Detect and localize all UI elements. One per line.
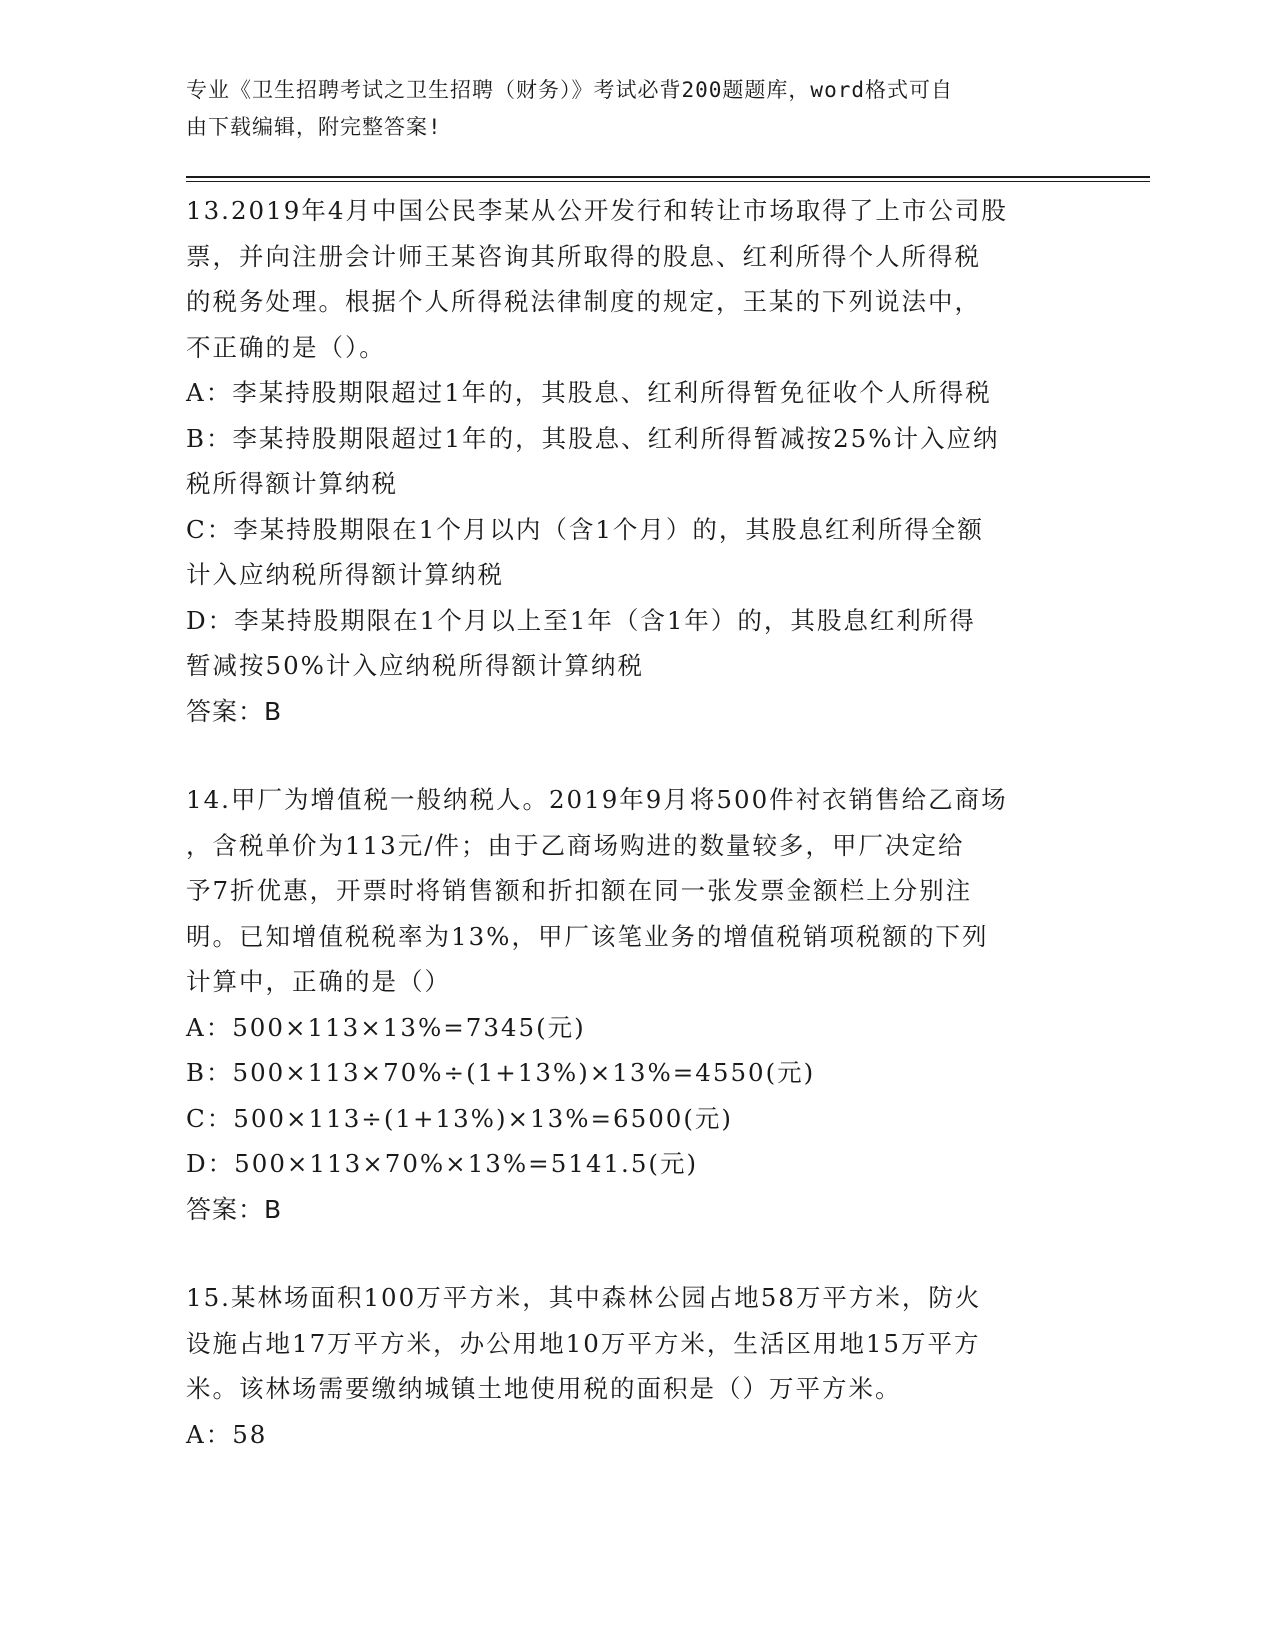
option-b-continued: 税所得额计算纳税 <box>186 469 398 498</box>
question-14 <box>186 777 1086 1232</box>
question-stem-line: 不正确的是（）。 <box>186 332 386 362</box>
spacer <box>186 1232 1086 1275</box>
question-stem-line: 票，并向注册会计师王某咨询其所取得的股息、红利所得个人所得税 <box>186 241 981 271</box>
question-13 <box>186 188 1086 734</box>
question-stem-line: 15.某林场面积100万平方米，其中森林公园占地58万平方米，防火 <box>186 1283 982 1312</box>
document-header <box>186 72 1066 146</box>
question-stem-line: ，含税单价为113元/件；由于乙商场购进的数量较多，甲厂决定给 <box>186 830 965 860</box>
question-15 <box>186 1275 1086 1457</box>
option-d: D：李某持股期限在1个月以上至1年（含1年）的，其股息红利所得 <box>186 605 976 635</box>
question-stem-line: 米。该林场需要缴纳城镇土地使用税的面积是（）万平方米。 <box>186 1374 902 1403</box>
header-line-2: 由下载编辑，附完整答案! <box>186 115 442 139</box>
header-line-1: 专业《卫生招聘考试之卫生招聘（财务）》考试必背200题题库，word格式可自 <box>186 78 953 102</box>
option-a: A：58 <box>186 1419 268 1449</box>
option-d: D：500×113×70%×13%=5141.5(元) <box>186 1149 699 1178</box>
answer: 答案：B <box>186 1194 283 1224</box>
question-stem-line: 13.2019年4月中国公民李某从公开发行和转让市场取得了上市公司股 <box>186 196 1008 225</box>
header-divider-thick <box>186 176 1150 178</box>
option-c: C：李某持股期限在1个月以内（含1个月）的，其股息红利所得全额 <box>186 514 984 544</box>
question-stem-line: 明。已知增值税税率为13%，甲厂该笔业务的增值税销项税额的下列 <box>186 921 989 951</box>
question-stem-line: 予7折优惠，开票时将销售额和折扣额在同一张发票金额栏上分别注 <box>186 876 973 905</box>
option-a: A：李某持股期限超过1年的，其股息、红利所得暂免征收个人所得税 <box>186 378 992 407</box>
question-stem-line: 计算中，正确的是（） <box>186 967 451 996</box>
question-list <box>186 188 1086 1457</box>
question-stem-line: 设施占地17万平方米，办公用地10万平方米，生活区用地15万平方 <box>186 1328 981 1358</box>
question-stem-line: 的税务处理。根据个人所得税法律制度的规定，王某的下列说法中， <box>186 287 981 316</box>
question-stem-line: 14.甲厂为增值税一般纳税人。2019年9月将500件衬衣销售给乙商场 <box>186 785 1008 814</box>
option-b: B：500×113×70%÷(1+13%)×13%=4550(元) <box>186 1058 816 1087</box>
option-c-continued: 计入应纳税所得额计算纳税 <box>186 560 504 589</box>
option-a: A：500×113×13%=7345(元) <box>186 1012 586 1042</box>
option-b: B：李某持股期限超过1年的，其股息、红利所得暂减按25%计入应纳 <box>186 423 1000 453</box>
spacer <box>186 734 1086 777</box>
option-c: C：500×113÷(1+13%)×13%=6500(元) <box>186 1103 733 1133</box>
answer: 答案：B <box>186 696 283 726</box>
option-d-continued: 暂减按50%计入应纳税所得额计算纳税 <box>186 651 644 680</box>
header-divider-thin <box>186 181 1150 182</box>
